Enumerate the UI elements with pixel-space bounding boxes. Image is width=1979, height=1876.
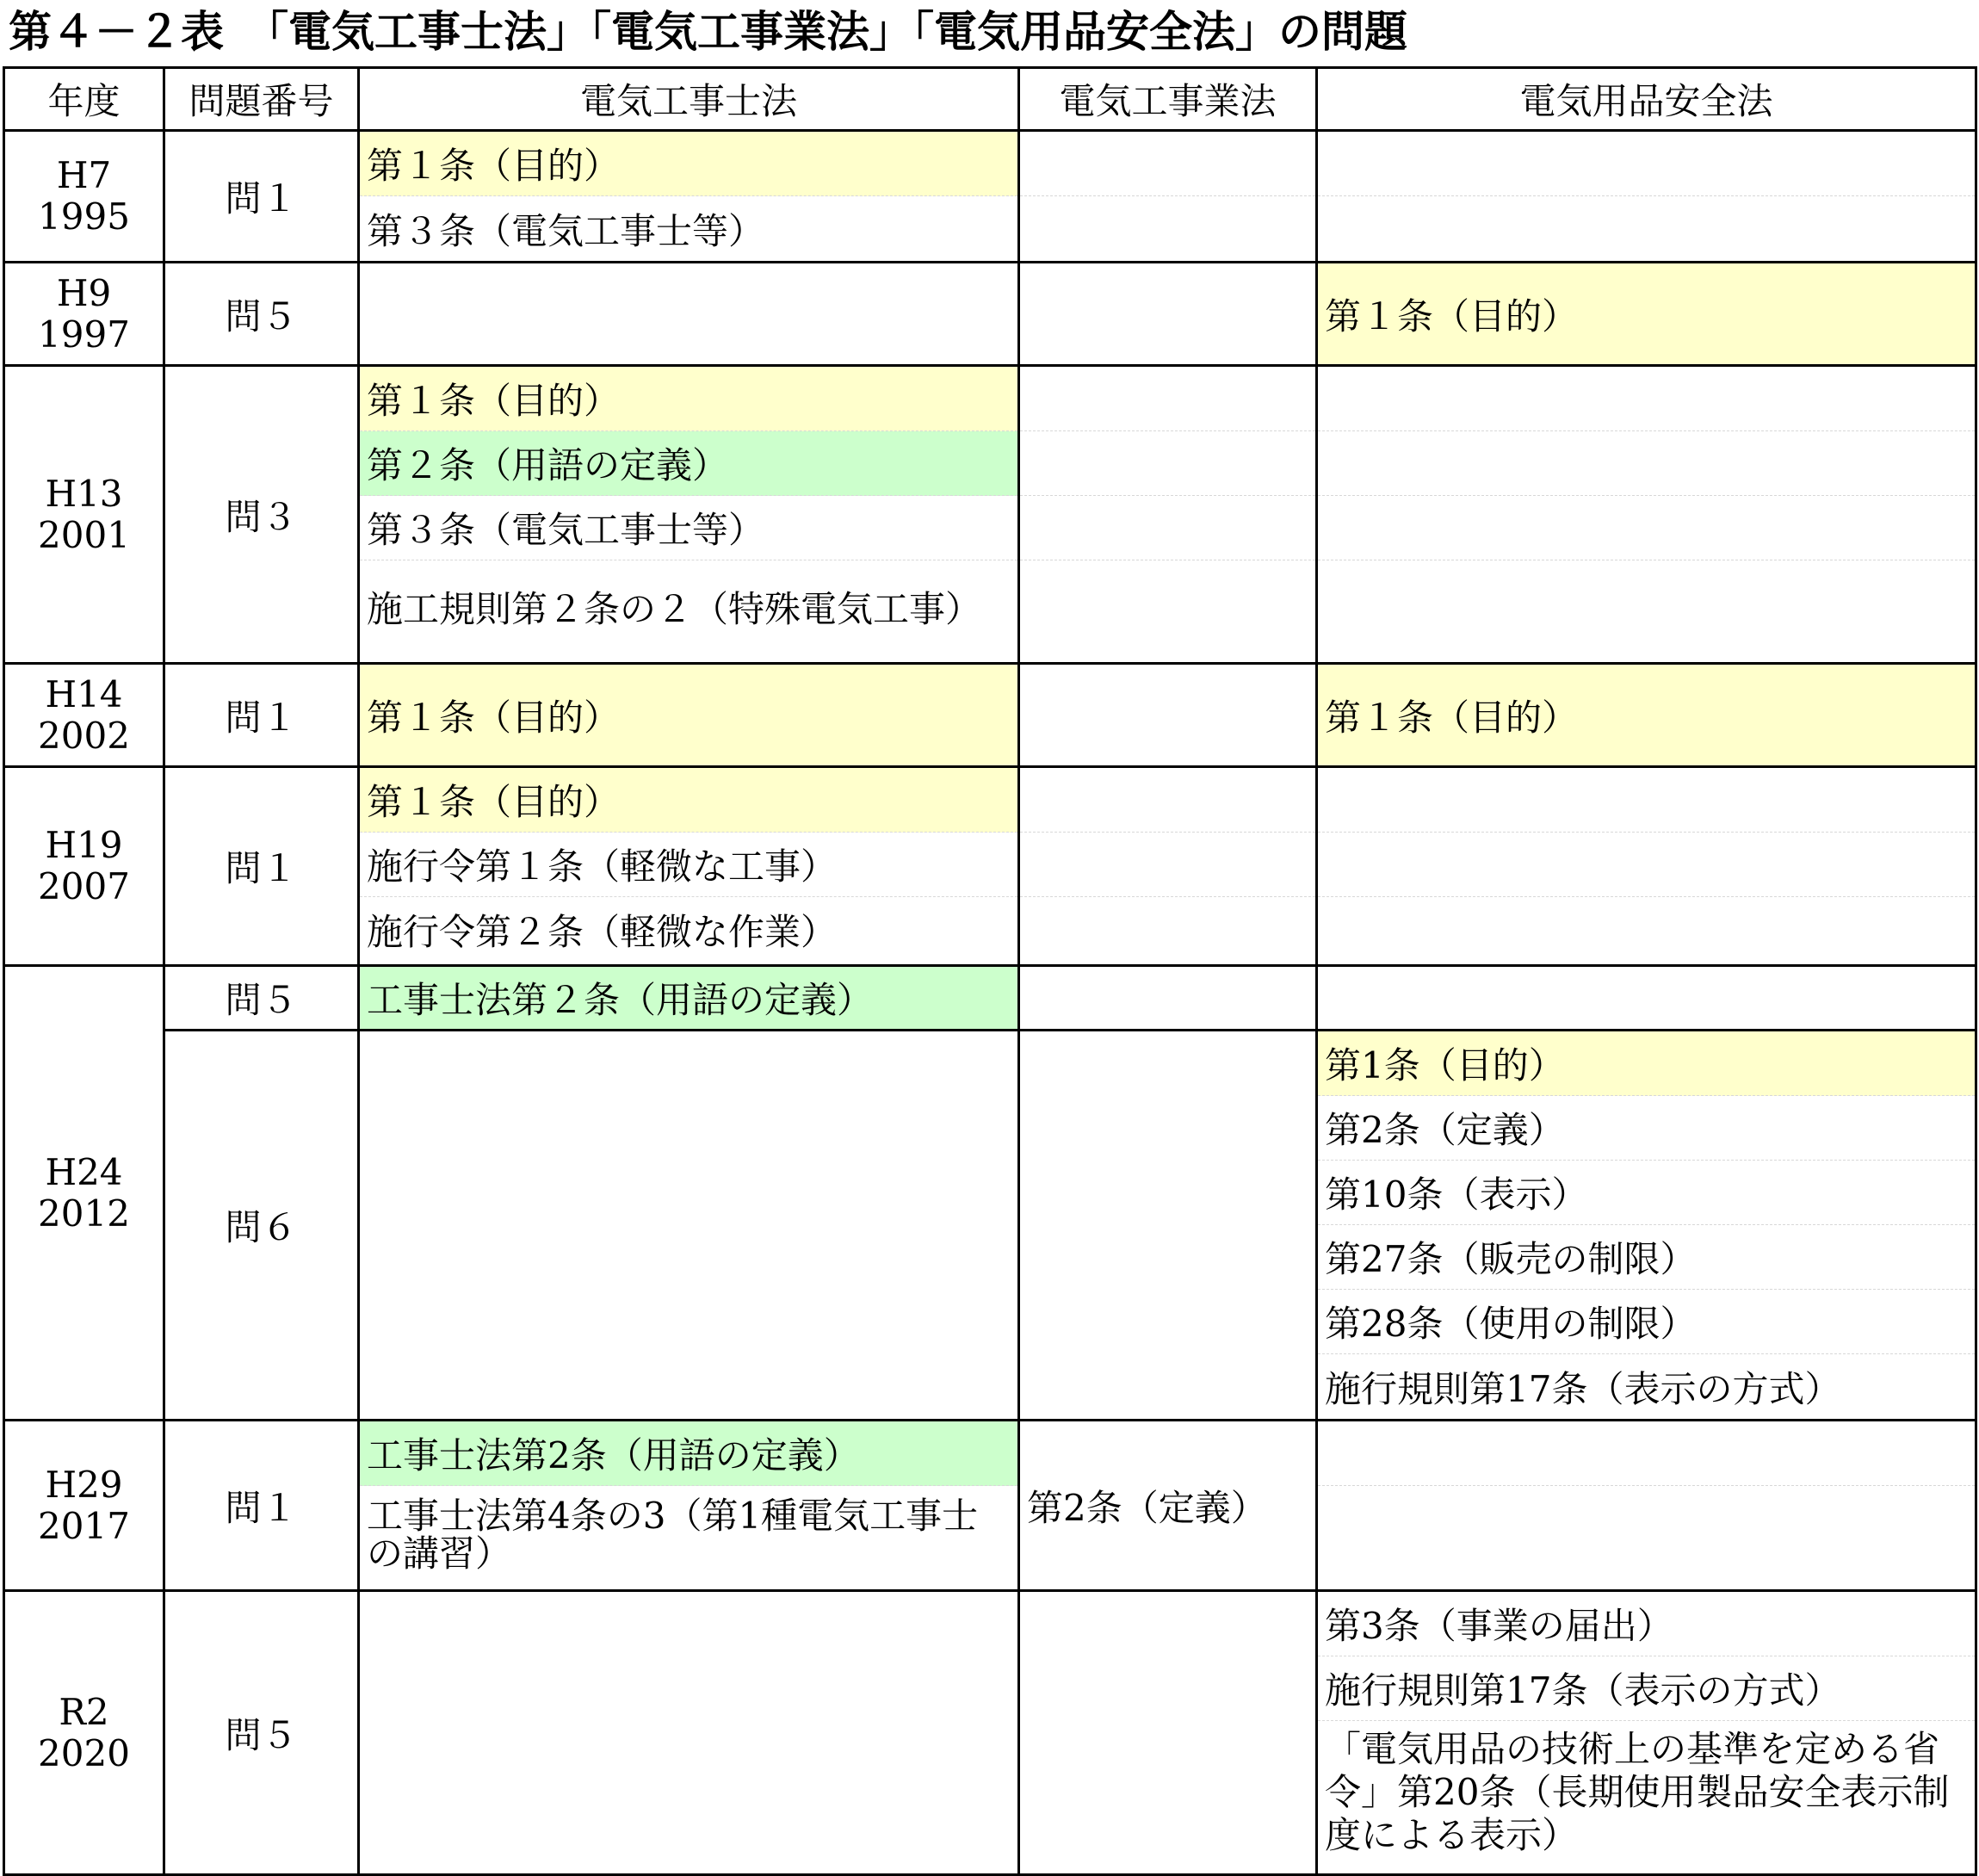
electrical-appliance-safety-act-cell (1317, 1591, 1976, 1875)
article-item: 第3条（事業の届出） (1318, 1592, 1975, 1656)
electrical-appliance-safety-act-cell (1317, 664, 1976, 767)
question-cell: 問１ (164, 1421, 359, 1591)
article-item: 第１条（目的） (360, 367, 1017, 431)
article-item: 工事士法第2条（用語の定義） (360, 1421, 1017, 1486)
electrical-appliance-safety-act-cell (1317, 263, 1976, 366)
year-cell (4, 1421, 164, 1591)
table-row (4, 131, 1976, 263)
header-question: 問題番号 (164, 68, 359, 131)
question-cell: 問５ (164, 966, 359, 1031)
question-cell: 問３ (164, 366, 359, 664)
year-label: 1997 (38, 313, 130, 356)
article-item: 第１条（目的） (367, 696, 621, 739)
table-row (4, 1591, 1976, 1875)
article-item: 第１条（目的） (1325, 696, 1579, 739)
article-item: 第１条（目的） (360, 132, 1017, 196)
article-item: 第10条（表示） (1318, 1161, 1975, 1225)
era-label: H9 (56, 271, 112, 314)
era-label: H24 (45, 1150, 123, 1193)
table-row (4, 1421, 1976, 1591)
electrician-act-cell (359, 1421, 1019, 1591)
table-row (4, 1031, 1976, 1421)
article-item: 「電気用品の技術上の基準を定める省令」第20条（長期使用製品安全表示制度による表示） (1325, 1727, 1950, 1856)
electrical-business-act-cell (1019, 263, 1317, 366)
article-item: 施行規則第17条（表示の方式） (1318, 1656, 1975, 1721)
article-item: 工事士法第２条（用語の定義） (367, 979, 874, 1021)
header-electrical-appliance-safety-act: 電気用品安全法 (1317, 68, 1976, 131)
electrical-business-act-cell (1019, 131, 1317, 263)
question-cell: 問１ (164, 131, 359, 263)
era-label: R2 (59, 1690, 109, 1733)
era-label: H13 (45, 472, 123, 515)
article-item: 施行規則第17条（表示の方式） (1325, 1367, 1841, 1410)
year-cell (4, 263, 164, 366)
table-row (4, 366, 1976, 664)
electrical-appliance-safety-act-cell (1317, 366, 1976, 664)
article-item: 第27条（販売の制限） (1318, 1225, 1975, 1290)
year-label: 2020 (38, 1731, 130, 1774)
article-item: 第１条（目的） (360, 768, 1017, 833)
era-label: H14 (45, 672, 123, 715)
year-label: 2007 (38, 865, 130, 907)
question-cell: 問６ (164, 1031, 359, 1421)
article-item: 工事士法第4条の3（第1種電気工事士の講習） (367, 1494, 979, 1575)
electrician-act-cell (359, 966, 1019, 1031)
year-label: 2001 (38, 513, 130, 556)
table-title: 第４－２表 「電気工事士法」「電気工事業法」「電気用品安全法」の問題 (9, 7, 1407, 57)
year-cell (4, 131, 164, 263)
article-item: 施行令第１条（軽微な工事） (360, 833, 1017, 897)
electrical-business-act-cell (1019, 1591, 1317, 1875)
electrical-business-act-cell (1019, 966, 1317, 1031)
year-label: 2002 (38, 714, 130, 757)
article-item: 第1条（目的） (1318, 1031, 1975, 1096)
question-cell: 問５ (164, 263, 359, 366)
electrical-appliance-safety-act-cell (1317, 767, 1976, 966)
electrical-appliance-safety-act-cell (1317, 131, 1976, 263)
article-item: 施工規則第２条の２（特殊電気工事） (367, 587, 982, 630)
header-electrical-business-act: 電気工事業法 (1019, 68, 1317, 131)
era-label: H7 (56, 154, 112, 196)
electrical-appliance-safety-act-cell (1317, 1031, 1976, 1421)
era-label: H29 (45, 1463, 123, 1506)
electrical-business-act-cell (1019, 767, 1317, 966)
header-electrician-act: 電気工事士法 (359, 68, 1019, 131)
year-cell (4, 767, 164, 966)
article-item: 第２条（用語の定義） (360, 431, 1017, 496)
article-item: 第３条（電気工事士等） (367, 209, 765, 252)
table-row (4, 767, 1976, 966)
article-item: 施行令第２条（軽微な作業） (367, 910, 838, 953)
year-cell (4, 1591, 164, 1875)
year-label: 2017 (38, 1504, 130, 1547)
article-item: 第2条（定義） (1318, 1096, 1975, 1161)
electrician-act-cell (359, 263, 1019, 366)
electrical-appliance-safety-act-cell (1317, 1421, 1976, 1591)
year-label: 1995 (38, 195, 130, 238)
electrician-act-cell (359, 366, 1019, 664)
article-item: 第３条（電気工事士等） (360, 496, 1017, 560)
year-cell (4, 664, 164, 767)
law-questions-table (3, 66, 1977, 1876)
electrician-act-cell (359, 131, 1019, 263)
electrical-business-act-cell (1019, 366, 1317, 664)
question-cell: 問５ (164, 1591, 359, 1875)
electrician-act-cell (359, 767, 1019, 966)
electrical-business-act-cell (1019, 1421, 1317, 1591)
electrician-act-cell (359, 664, 1019, 767)
era-label: H19 (45, 824, 123, 866)
article-item: 第28条（使用の制限） (1318, 1290, 1975, 1354)
header-year: 年度 (4, 68, 164, 131)
question-cell: 問１ (164, 767, 359, 966)
year-cell (4, 366, 164, 664)
table-row (4, 664, 1976, 767)
year-label: 2012 (38, 1192, 130, 1235)
article-item: 第2条（定義） (1027, 1486, 1267, 1529)
article-item: 第１条（目的） (1325, 294, 1579, 337)
electrician-act-cell (359, 1591, 1019, 1875)
question-cell: 問１ (164, 664, 359, 767)
electrical-appliance-safety-act-cell (1317, 966, 1976, 1031)
year-cell (4, 966, 164, 1421)
electrical-business-act-cell (1019, 1031, 1317, 1421)
header-row (4, 68, 1976, 131)
table-row (4, 263, 1976, 366)
electrician-act-cell (359, 1031, 1019, 1421)
electrical-business-act-cell (1019, 664, 1317, 767)
table-row (4, 966, 1976, 1031)
